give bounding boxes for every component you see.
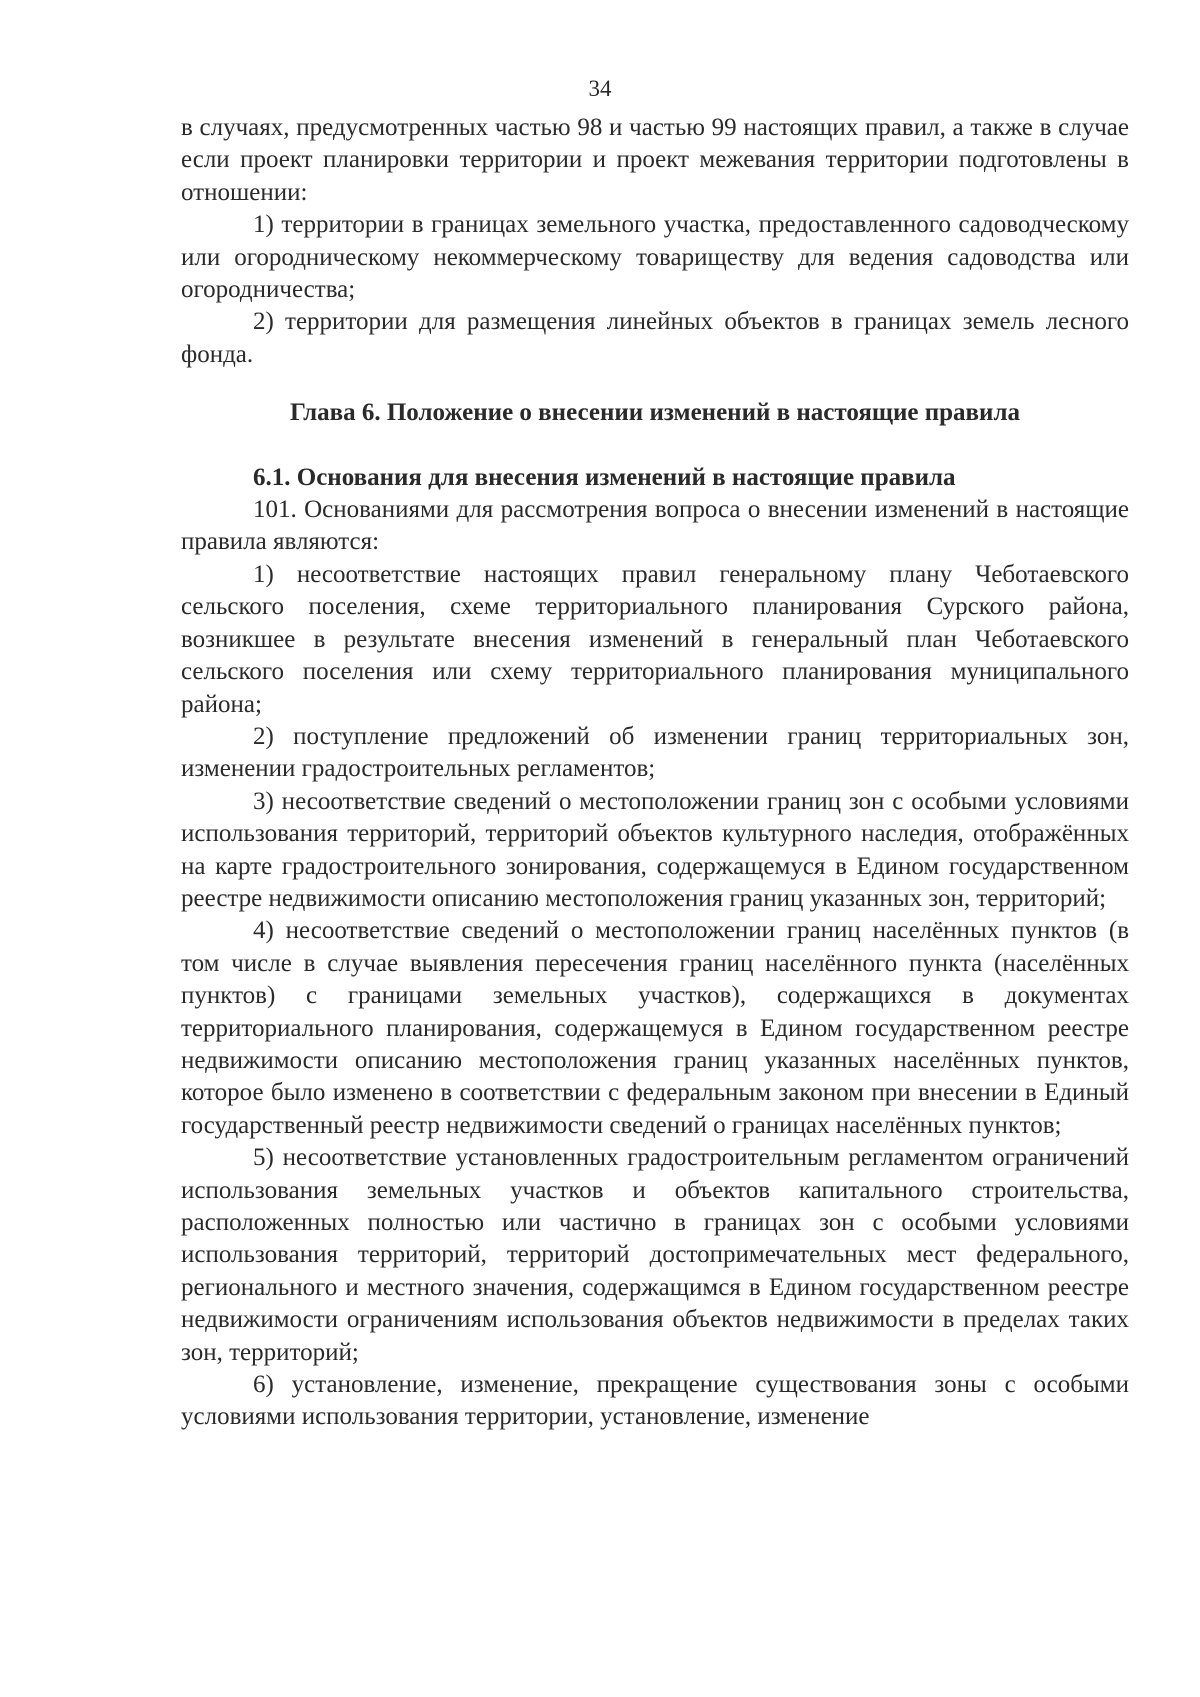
document-body: [181, 112, 1129, 1434]
paragraph-101: 101. Основаниями для рассмотрения вопроса о внесении изменений в настоящие правила являются:: [181, 496, 1129, 556]
intro-paragraph: в случаях, предусмотренных частью 98 и частью 99 настоящих правил, а также в случае если проект планировки территории и проект межевания территории подготовлены в отношении:: [181, 114, 1129, 206]
list-item: 2) поступление предложений об изменении границ территориальных зон, изменении градостроительных регламентов;: [181, 722, 1129, 783]
list-item: 3) несоответствие сведений о местоположении границ зон с особыми условиями использования территорий, территорий объектов культурного наследия, отображённых на карте градостроительного зонирования, содержащемуся в Едином государственном реестре недвижимости описанию местоположения границ указанных зон, территорий;: [181, 787, 1129, 912]
list-item: 1) территории в границах земельного участка, предоставленного садоводческому или огородническому некоммерческому товариществу для ведения садоводства или огородничества;: [181, 211, 1129, 304]
chapter-title: Глава 6. Положение о внесении изменений в настоящие правила: [290, 399, 1020, 427]
list-item: 6) установление, изменение, прекращение существования зоны с особыми условиями использования территории, установление, изменение: [181, 1371, 1129, 1431]
list-item: 5) несоответствие установленных градостроительным регламентом ограничений использования земельных участков и объектов капитального строительства, расположенных полностью или частично в границах зон с особыми условиями использования территорий, территорий достопримечательных мест федерального, регионального и местного значения, содержащимся в Едином государственном реестре недвижимости ограничениям использования объектов недвижимости в пределах таких зон, территорий;: [181, 1144, 1129, 1366]
list-item: 2) территории для размещения линейных объектов в границах земель лесного фонда.: [181, 308, 1129, 368]
list-item: 1) несоответствие настоящих правил генеральному плану Чеботаевского сельского поселения, схеме территориального планирования Сурского района, возникшее в результате внесения изменений в генеральный план Чеботаевского сельского поселения или схему территориального планирования муниципального района;: [181, 560, 1129, 718]
section-title: 6.1. Основания для внесения изменений в настоящие правила: [253, 463, 956, 491]
page-number: 34: [588, 76, 612, 101]
list-item: 4) несоответствие сведений о местоположении границ населённых пунктов (в том числе в случае выявления пересечения границ населённого пункта (населённых пунктов) с границами земельных участков), содержащихся в документах территориального планирования, содержащемуся в Едином государственном реестре недвижимости описанию местоположения границ указанных населённых пунктов, которое было изменено в соответствии с федеральным законом при внесении в Единый государственный реестр недвижимости сведений о границах населённых пунктов;: [181, 917, 1129, 1139]
